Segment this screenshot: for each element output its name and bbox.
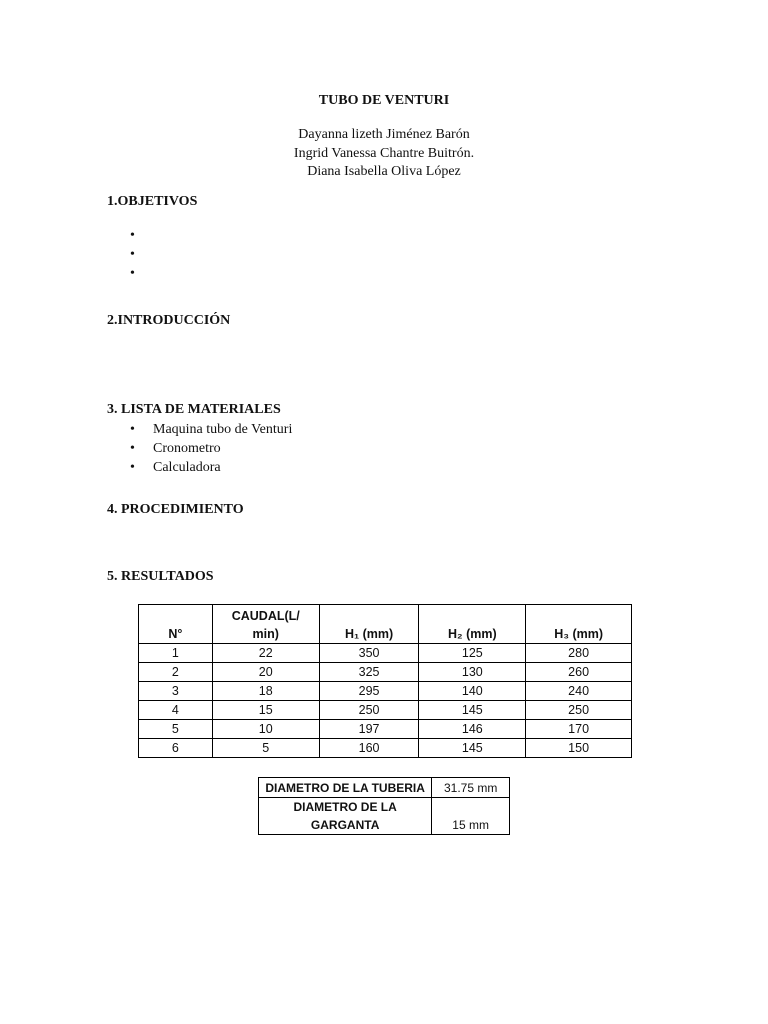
table-cell <box>259 798 432 835</box>
section-heading-materiales: 3. LISTA DE MATERIALES <box>107 402 281 417</box>
table-cell: 160 <box>319 739 419 758</box>
table-row <box>259 778 510 798</box>
label-line: GARGANTA <box>310 818 380 832</box>
table-row <box>139 701 632 720</box>
table-cell: 2 <box>139 663 213 682</box>
table-header-row <box>139 605 632 644</box>
column-header: N° <box>139 605 213 644</box>
table-cell: 20 <box>212 663 319 682</box>
author-name: Dayanna lizeth Jiménez Barón <box>298 127 470 142</box>
column-header <box>212 605 319 644</box>
list-item: • Calculadora <box>153 458 292 477</box>
table-cell: 18 <box>212 682 319 701</box>
table-row <box>259 798 510 835</box>
table-cell: 325 <box>319 663 419 682</box>
column-header: H₂ (mm) <box>419 605 526 644</box>
column-header-line: CAUDAL(L/ <box>231 609 300 623</box>
author-name: Ingrid Vanessa Chantre Buitrón. <box>293 145 475 161</box>
table-cell: 22 <box>212 644 319 663</box>
table-cell: 197 <box>319 720 419 739</box>
table-cell: 6 <box>139 739 213 758</box>
table-cell: 145 <box>419 739 526 758</box>
table-cell: 150 <box>526 739 632 758</box>
table-cell: 295 <box>319 682 419 701</box>
table-row <box>139 682 632 701</box>
table-row <box>139 720 632 739</box>
table-cell: 250 <box>319 701 419 720</box>
table-cell: 3 <box>139 682 213 701</box>
table-cell: 31.75 mm <box>432 778 510 798</box>
list-item: • Maquina tubo de Venturi <box>153 420 292 439</box>
list-item: • Cronometro <box>153 439 292 458</box>
table-row <box>139 663 632 682</box>
table-cell: 125 <box>419 644 526 663</box>
table-cell: 240 <box>526 682 632 701</box>
table-cell: 350 <box>319 644 419 663</box>
column-header: H₁ (mm) <box>319 605 419 644</box>
table-cell: 170 <box>526 720 632 739</box>
table-cell: 140 <box>419 682 526 701</box>
table-cell: 15 <box>212 701 319 720</box>
table-cell: 280 <box>526 644 632 663</box>
table-cell: 4 <box>139 701 213 720</box>
table-cell: 1 <box>139 644 213 663</box>
section-heading-procedimiento: 4. PROCEDIMIENTO <box>107 502 244 517</box>
table-cell: 260 <box>526 663 632 682</box>
table-cell: 5 <box>212 739 319 758</box>
document-title: TUBO DE VENTURI <box>318 93 450 108</box>
section-heading-resultados: 5. RESULTADOS <box>107 569 214 584</box>
diameter-table <box>258 777 510 835</box>
table-row <box>139 644 632 663</box>
table-cell: 250 <box>526 701 632 720</box>
table-cell: 5 <box>139 720 213 739</box>
authors-block <box>0 126 768 182</box>
table-cell: 145 <box>419 701 526 720</box>
section-heading-introduccion: 2.INTRODUCCIÓN <box>107 313 231 328</box>
table-cell: 146 <box>419 720 526 739</box>
column-header: H₃ (mm) <box>526 605 632 644</box>
table-cell: DIAMETRO DE LA TUBERIA <box>259 778 432 798</box>
column-header-line: min) <box>252 627 279 641</box>
author-name: Diana Isabella Oliva López <box>307 164 461 179</box>
results-table <box>138 604 632 758</box>
table-row <box>139 739 632 758</box>
table-cell: 130 <box>419 663 526 682</box>
section-heading-objetivos: 1.OBJETIVOS <box>107 194 198 209</box>
table-cell: 10 <box>212 720 319 739</box>
label-line: DIAMETRO DE LA <box>293 800 397 814</box>
table-cell: 15 mm <box>432 798 510 835</box>
materiales-list <box>153 420 292 477</box>
